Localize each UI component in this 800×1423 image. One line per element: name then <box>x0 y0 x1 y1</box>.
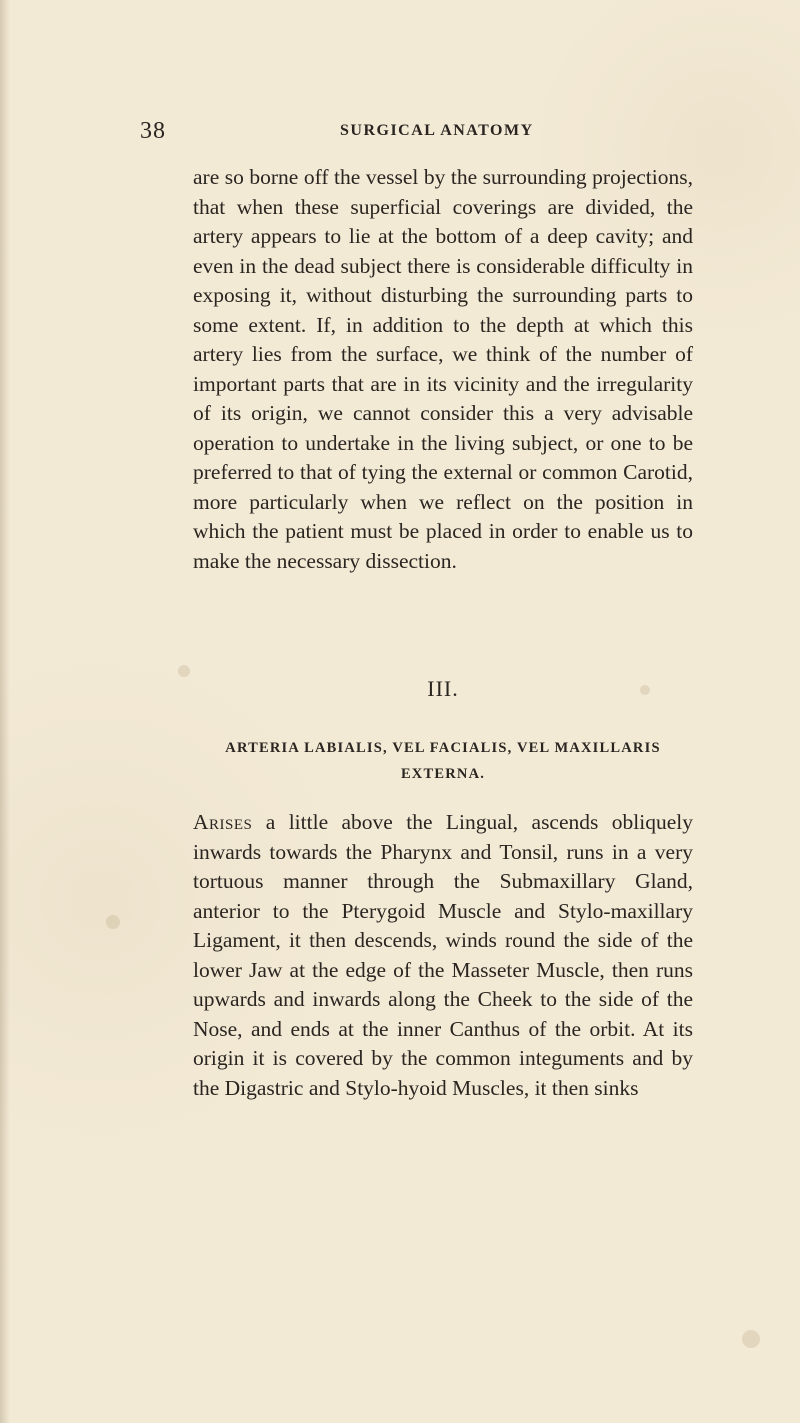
body-paragraph-arises <box>193 808 693 1103</box>
foxing-spot <box>178 665 190 677</box>
running-head-title: SURGICAL ANATOMY <box>340 122 534 139</box>
running-head <box>140 118 700 148</box>
page-gutter-shadow <box>0 0 10 1423</box>
paragraph-text: are so borne off the vessel by the surrounding projections, that when these superficial coverings are divided, the artery appears to lie at the bottom of a deep cavity; and even in the dead subject there is considerable difficulty in exposing it, without disturbing the surrounding parts to some extent. If, in addition to the depth at which this artery lies from the surface, we think of the number of important parts that are in its vicinity and the irregularity of its origin, we cannot consider this a very advisable operation to undertake in the living subject, or one to be preferred to that of tying the external or common Carotid, more particularly when we reflect on the position in which the patient must be placed in order to enable us to make the necessary dissection. <box>193 165 693 573</box>
section-number: III. <box>427 676 459 701</box>
paragraph-body: a little above the Lingual, ascends obliquely inwards towards the Pharynx and Tonsil, runs in a very tortuous manner through the Submaxillary Gland, anterior to the Pterygoid Muscle and Stylo-maxillary Ligament, it then descends, winds round the side of the lower Jaw at the edge of the Masseter Muscle, then runs upwards and inwards along the Cheek to the side of the Nose, and ends at the inner Canthus of the orbit. At its origin it is covered by the common integuments and by the Digastric and Stylo-hyoid Muscles, it then sinks <box>193 810 693 1100</box>
page-number: 38 <box>140 118 166 144</box>
paragraph-lead-word: Arises <box>193 810 253 834</box>
body-paragraph-continued <box>193 163 693 576</box>
paragraph-text <box>193 808 693 1103</box>
foxing-spot <box>106 915 120 929</box>
section-heading: ARTERIA LABIALIS, VEL FACIALIS, VEL MAXILLARIS EXTERNA. <box>225 740 661 782</box>
foxing-spot <box>742 1330 760 1348</box>
